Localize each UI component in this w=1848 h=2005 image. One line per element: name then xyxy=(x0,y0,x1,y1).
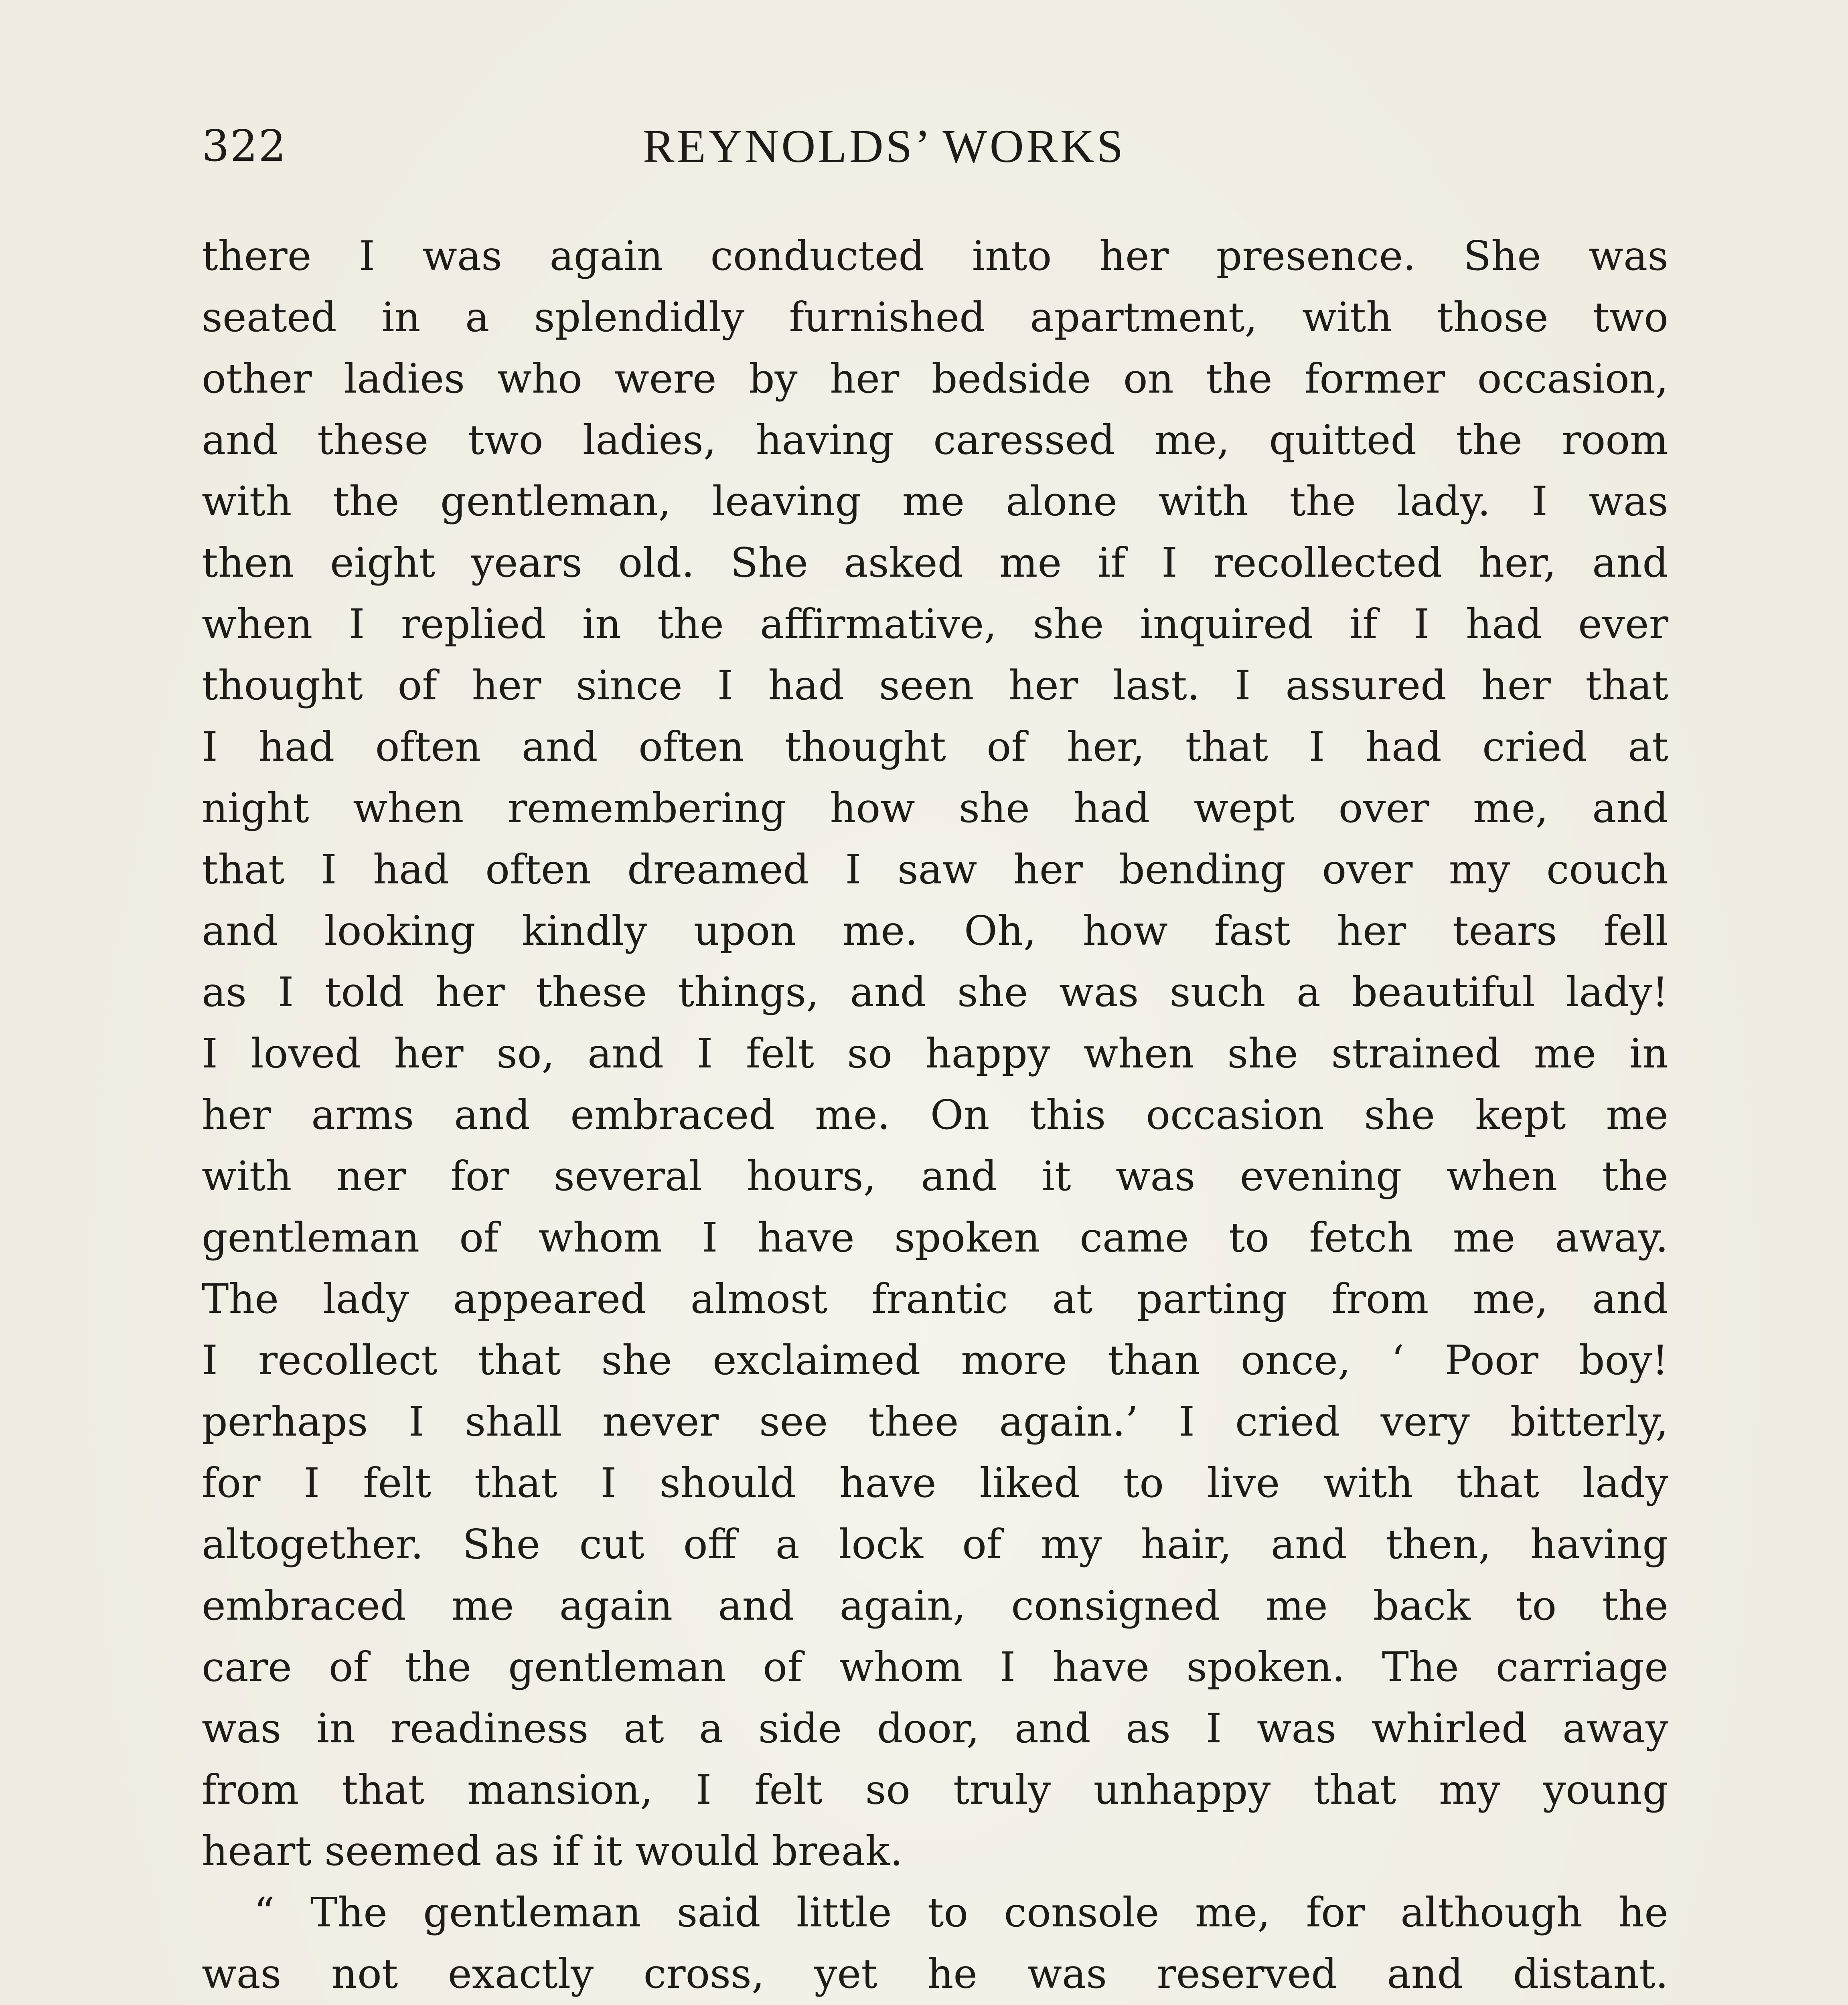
text-line: embraced me again and again, consigned me back to the xyxy=(202,1582,1668,1629)
text-line: her arms and embraced me. On this occasion she kept me xyxy=(202,1091,1668,1138)
text-line: night when remembering how she had wept over me, and xyxy=(202,784,1668,832)
text-line: was not exactly cross, yet he was reserved and distant. xyxy=(202,1950,1668,1997)
text-line: with ner for several hours, and it was evening when the xyxy=(202,1152,1668,1200)
page-number: 322 xyxy=(202,121,287,171)
text-line: was in readiness at a side door, and as I was whirled away xyxy=(202,1705,1668,1752)
text-line: that I had often dreamed I saw her bending over my couch xyxy=(202,846,1668,893)
text-line: thought of her since I had seen her last. I assured her that xyxy=(202,662,1668,709)
text-line: I loved her so, and I felt so happy when she strained me in xyxy=(202,1030,1668,1077)
paragraph-end-line: heart seemed as if it would break. xyxy=(202,1827,903,1875)
text-line: other ladies who were by her bedside on the former occasion, xyxy=(202,355,1668,402)
text-line: care of the gentleman of whom I have spoken. The carriage xyxy=(202,1643,1668,1691)
text-line: when I replied in the affirmative, she inquired if I had ever xyxy=(202,600,1668,648)
running-head: REYNOLDS’ WORKS xyxy=(643,120,1126,172)
text-line: I recollect that she exclaimed more than once, ‘ Poor boy! xyxy=(202,1337,1668,1384)
text-line: altogether. She cut off a lock of my hair, and then, having xyxy=(202,1521,1668,1568)
text-line: and these two ladies, having caressed me, quitted the room xyxy=(202,416,1668,464)
text-line: and looking kindly upon me. Oh, how fast her tears fell xyxy=(202,907,1668,954)
text-line: The lady appeared almost frantic at parting from me, and xyxy=(202,1275,1668,1322)
text-line: there I was again conducted into her presence. She was xyxy=(202,232,1668,279)
text-line: for I felt that I should have liked to live with that lady xyxy=(202,1459,1668,1507)
text-line: with the gentleman, leaving me alone with the lady. I was xyxy=(202,478,1668,525)
text-line: then eight years old. She asked me if I recollected her, and xyxy=(202,539,1668,586)
body-text xyxy=(202,225,1668,2005)
text-line: as I told her these things, and she was such a beautiful lady! xyxy=(202,968,1668,1016)
text-line: from that mansion, I felt so truly unhappy that my young xyxy=(202,1766,1668,1813)
text-line: I had often and often thought of her, that I had cried at xyxy=(202,723,1668,770)
text-line: seated in a splendidly furnished apartment, with those two xyxy=(202,294,1668,341)
paragraph-start-line: “ The gentleman said little to console me, for although he xyxy=(254,1889,1668,1936)
page-header xyxy=(202,122,1244,170)
text-line: gentleman of whom I have spoken came to fetch me away. xyxy=(202,1214,1668,1261)
text-line: perhaps I shall never see thee again.’ I cried very bitterly, xyxy=(202,1398,1668,1445)
